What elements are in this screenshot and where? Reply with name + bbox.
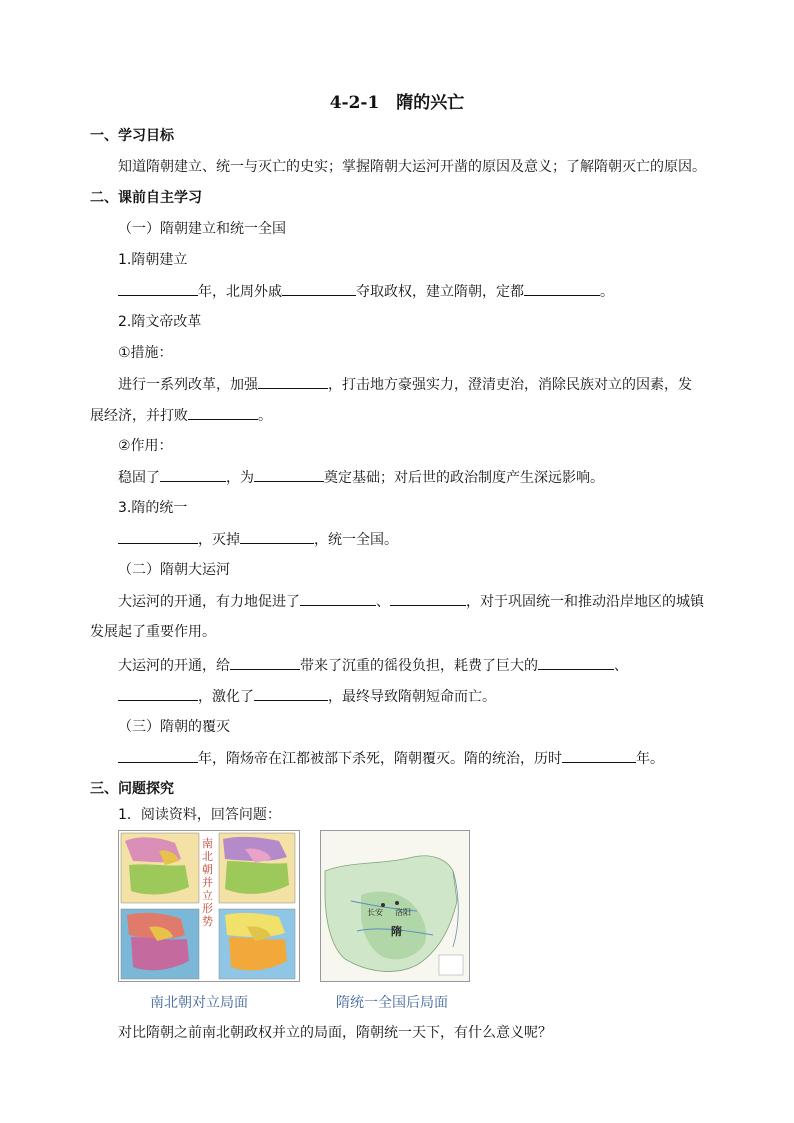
section-heading-goals: 一、学习目标 — [90, 128, 174, 144]
fill-line-unification: ，灭掉 ，统一全国。 — [118, 529, 398, 550]
canal-text-cont: 发展起了重要作用。 — [90, 624, 216, 640]
map1-side-label: 南北朝并立形势 — [202, 837, 213, 928]
question-1-prompt: 1．阅读资料，回答问题： — [118, 807, 281, 823]
answer-blank[interactable] — [562, 748, 636, 763]
inquiry-question: 对比隋朝之前南北朝政权并立的局面，隋朝统一天下，有什么意义呢？ — [118, 1025, 552, 1041]
answer-blank[interactable] — [118, 686, 198, 701]
answer-blank[interactable] — [390, 591, 466, 606]
item-founding: 1.隋朝建立 — [118, 252, 188, 268]
answer-blank[interactable] — [300, 591, 376, 606]
answer-blank[interactable] — [524, 281, 600, 296]
map2-label-sui: 隋 — [391, 925, 402, 938]
answer-blank[interactable] — [538, 655, 614, 670]
section-heading-inquiry: 三、问题探究 — [90, 781, 174, 797]
subheading-founding: （一）隋朝建立和统一全国 — [118, 221, 286, 237]
measures-label: ①措施： — [118, 345, 173, 361]
sui-unified-map — [320, 830, 470, 982]
answer-blank[interactable] — [254, 467, 324, 482]
subheading-fall: （三）隋朝的覆灭 — [118, 719, 230, 735]
fill-line-founding: 年，北周外戚 夺取政权，建立隋朝，定都 。 — [118, 281, 614, 302]
fill-line-canal-burden-cont: ，激化了 ，最终导致隋朝短命而亡。 — [118, 686, 496, 707]
effect-label: ②作用： — [118, 438, 173, 454]
subheading-canal: （二）隋朝大运河 — [118, 562, 230, 578]
fill-line-fall: 年，隋炀帝在江都被部下杀死，隋朝覆灭。隋的统治，历时 年。 — [118, 748, 664, 769]
map2-label-luoyang: 洛阳 — [395, 908, 411, 917]
goals-text: 知道隋朝建立、统一与灭亡的史实；掌握隋朝大运河开凿的原因及意义；了解隋朝灭亡的原因。 — [118, 159, 706, 175]
map1-caption: 南北朝对立局面 — [150, 995, 248, 1011]
answer-blank[interactable] — [118, 748, 198, 763]
answer-blank[interactable] — [118, 529, 198, 544]
fill-line-measures: 进行一系列改革，加强 ，打击地方豪强实力，澄清吏治，消除民族对立的因素，发 — [118, 374, 692, 395]
fill-line-canal: 大运河的开通，有力地促进了 、 ，对于巩固统一和推动沿岸地区的城镇 — [118, 591, 704, 612]
fill-line-measures-cont: 展经济，并打败 。 — [90, 405, 272, 426]
north-south-dynasties-map — [118, 830, 300, 982]
answer-blank[interactable] — [254, 686, 328, 701]
item-reform: 2.隋文帝改革 — [118, 314, 202, 330]
answer-blank[interactable] — [258, 374, 328, 389]
answer-blank[interactable] — [188, 405, 258, 420]
map2-caption: 隋统一全国后局面 — [336, 995, 448, 1011]
answer-blank[interactable] — [118, 281, 198, 296]
item-unification: 3.隋的统一 — [118, 500, 188, 516]
sui-map-svg — [321, 831, 469, 981]
section-heading-preview: 二、课前自主学习 — [90, 190, 202, 206]
fill-line-effect: 稳固了 ，为 奠定基础；对后世的政治制度产生深远影响。 — [118, 467, 604, 488]
answer-blank[interactable] — [230, 655, 300, 670]
fill-line-canal-burden: 大运河的开通，给 带来了沉重的徭役负担，耗费了巨大的 、 — [118, 655, 628, 676]
answer-blank[interactable] — [282, 281, 356, 296]
page-title: 4-2-1 隋的兴亡 — [329, 93, 465, 113]
answer-blank[interactable] — [240, 529, 314, 544]
answer-blank[interactable] — [160, 467, 226, 482]
map2-label-changan: 长安 — [367, 908, 383, 917]
